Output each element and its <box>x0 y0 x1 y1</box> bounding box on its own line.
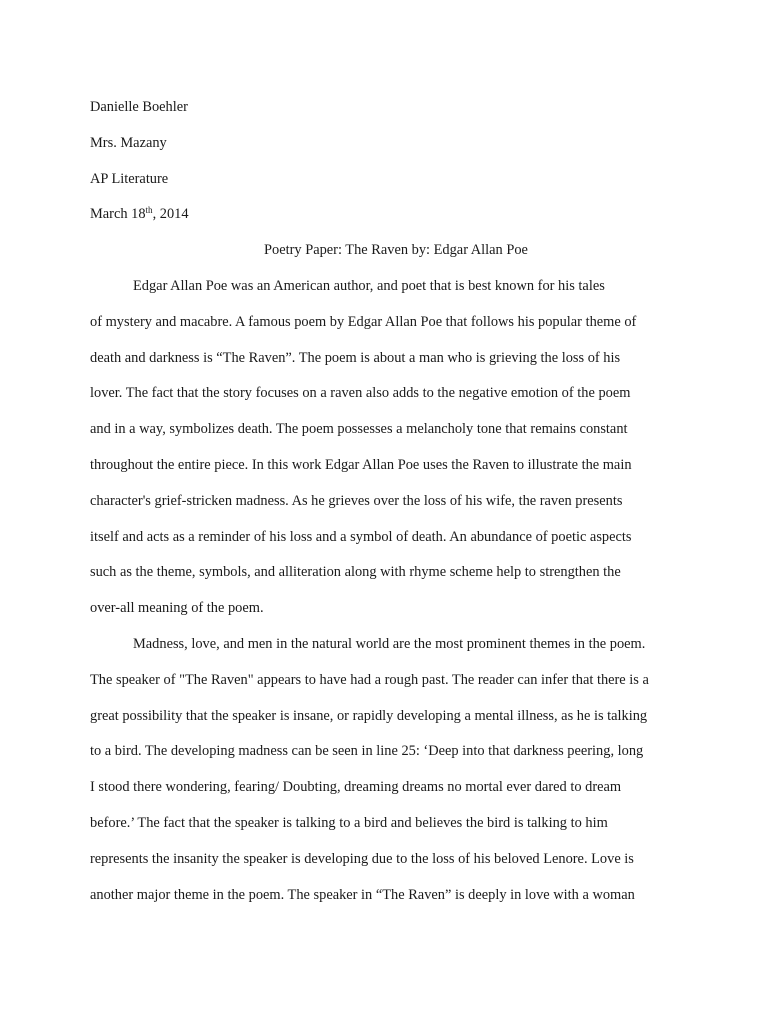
paragraph-line: of mystery and macabre. A famous poem by Edgar Allan Poe that follows his popular theme of <box>90 313 637 330</box>
teacher-name: Mrs. Mazany <box>90 134 167 151</box>
paragraph-line: another major theme in the poem. The speaker in “The Raven” is deeply in love with a woman <box>90 886 635 903</box>
essay-body <box>90 90 690 913</box>
paragraph-2 <box>90 627 690 913</box>
paragraph-line: and in a way, symbolizes death. The poem possesses a melancholy tone that remains constant <box>90 421 628 438</box>
paragraph-line: over-all meaning of the poem. <box>90 600 264 617</box>
paragraph-line: death and darkness is “The Raven”. The poem is about a man who is grieving the loss of his <box>90 349 621 366</box>
paragraph-line: I stood there wondering, fearing/ Doubting, dreaming dreams no mortal ever dared to dream <box>90 779 622 796</box>
course-name: AP Literature <box>90 170 169 187</box>
date-year: , 2014 <box>152 206 189 223</box>
paragraph-line: Edgar Allan Poe was an American author, and poet that is best known for his tales <box>133 277 605 294</box>
paragraph-line: Madness, love, and men in the natural world are the most prominent themes in the poem. <box>133 635 646 652</box>
paragraph-line: before.’ The fact that the speaker is talking to a bird and believes the bird is talking to him <box>90 814 608 831</box>
paragraph-line: represents the insanity the speaker is developing due to the loss of his beloved Lenore. Love is <box>90 850 634 867</box>
essay-date <box>90 197 690 233</box>
author-name: Danielle Boehler <box>90 99 188 115</box>
essay-title: Poetry Paper: The Raven by: Edgar Allan Poe <box>264 242 528 259</box>
paragraph-line: itself and acts as a reminder of his loss and a symbol of death. An abundance of poetic aspects <box>90 528 632 545</box>
paragraph-line: throughout the entire piece. In this work Edgar Allan Poe uses the Raven to illustrate the main <box>90 456 632 473</box>
paragraph-line: lover. The fact that the story focuses on a raven also adds to the negative emotion of the poem <box>90 385 631 402</box>
date-ordinal: th <box>145 205 153 216</box>
date-month-day: March 18 <box>90 206 146 223</box>
paragraph-line: great possibility that the speaker is insane, or rapidly developing a mental illness, as he is talking <box>90 707 648 724</box>
paragraph-line: character's grief-stricken madness. As he grieves over the loss of his wife, the raven presents <box>90 492 623 509</box>
paragraph-line: The speaker of "The Raven" appears to have had a rough past. The reader can infer that there is a <box>90 671 649 688</box>
paragraph-line: such as the theme, symbols, and alliteration along with rhyme scheme help to strengthen the <box>90 564 621 581</box>
paragraph-line: to a bird. The developing madness can be seen in line 25: ‘Deep into that darkness peering, long <box>90 743 644 760</box>
paragraph-1 <box>90 269 690 627</box>
